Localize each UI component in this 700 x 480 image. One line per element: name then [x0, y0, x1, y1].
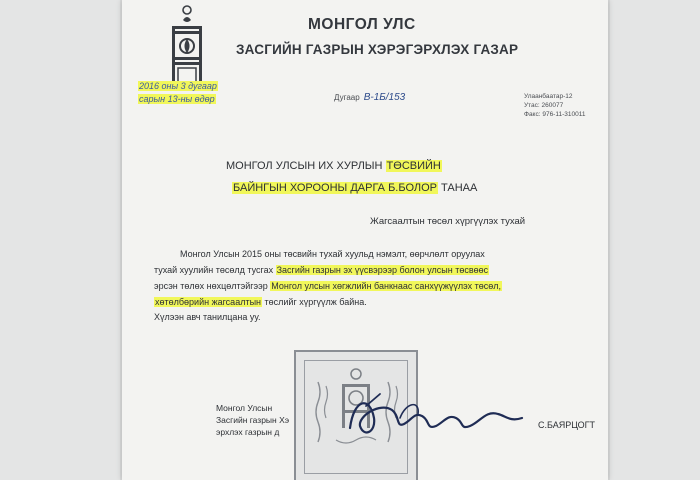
organization-line-1: МОНГОЛ УЛС: [308, 16, 416, 33]
body-line-1: Монгол Улсын 2015 оны төсвийн тухай хуульд нэмэлт, өөрчлөлт оруулах: [180, 249, 485, 259]
recipient-line-1-highlight: ТӨСВИЙН: [386, 160, 441, 172]
organization-line-2: ЗАСГИЙН ГАЗРЫН ХЭРЭГЭРХЛЭХ ГАЗАР: [236, 42, 519, 57]
handwritten-date: [138, 80, 218, 106]
letter-document: [122, 0, 608, 480]
address-line-1: Улаанбаатар-12: [524, 93, 573, 100]
soyombo-emblem-icon: [170, 4, 204, 90]
body-line-4-highlight: хөтөлбөрийн жагсаалтын: [155, 297, 262, 307]
address-block: [524, 92, 585, 119]
closing-line: Хүлээн авч танилцана уу.: [154, 312, 261, 322]
handwritten-signature: [340, 388, 530, 448]
address-line-3: Факс: 976-11-310011: [524, 111, 586, 118]
date-line-2: сарын 13-ны өдөр: [139, 94, 215, 104]
body-line-2-highlight: Засгийн газрын эх үүсвэрээр болон улсын төсвөөс: [276, 265, 489, 275]
reference-number: [334, 92, 405, 103]
body-line-3: эрсэн төлөх нөхцөлтэйгээр: [154, 281, 271, 291]
background-right: [610, 0, 700, 480]
body-line-3-highlight: Монгол улсын хөгжлийн банкнаас санхүүжүүлэх төсөл,: [271, 281, 502, 291]
recipient-line-2-highlight: БАЙНГЫН ХОРООНЫ ДАРГА Б.БОЛОР: [233, 182, 437, 194]
subject-line: Жагсаалтын төсөл хүргүүлэх тухай: [370, 216, 526, 227]
address-line-2: Утас: 260077: [524, 102, 564, 109]
signatory-title: [216, 402, 289, 438]
body-line-4: төслийг хүргүүлж байна.: [262, 297, 367, 307]
background-left: [0, 0, 120, 480]
signatory-line-3: эрхлэх газрын д: [216, 427, 280, 437]
reference-value: B-1Б/153: [363, 92, 406, 103]
recipient-block: [226, 155, 477, 199]
recipient-line-2: ТАНАА: [437, 182, 478, 194]
letter-body: [154, 246, 598, 310]
signatory-line-1: Монгол Улсын: [216, 403, 273, 413]
recipient-line-1: МОНГОЛ УЛСЫН ИХ ХУРЛЫН: [226, 160, 386, 172]
body-line-2: тухай хуулийн төсөлд тусгах: [154, 265, 276, 275]
signatory-line-2: Засгийн газрын Хэ: [216, 415, 290, 425]
date-line-1: 2016 оны 3 дугаар: [139, 81, 217, 91]
signatory-name: С.БАЯРЦОГТ: [538, 420, 596, 430]
reference-label: Дугаар: [334, 93, 360, 102]
